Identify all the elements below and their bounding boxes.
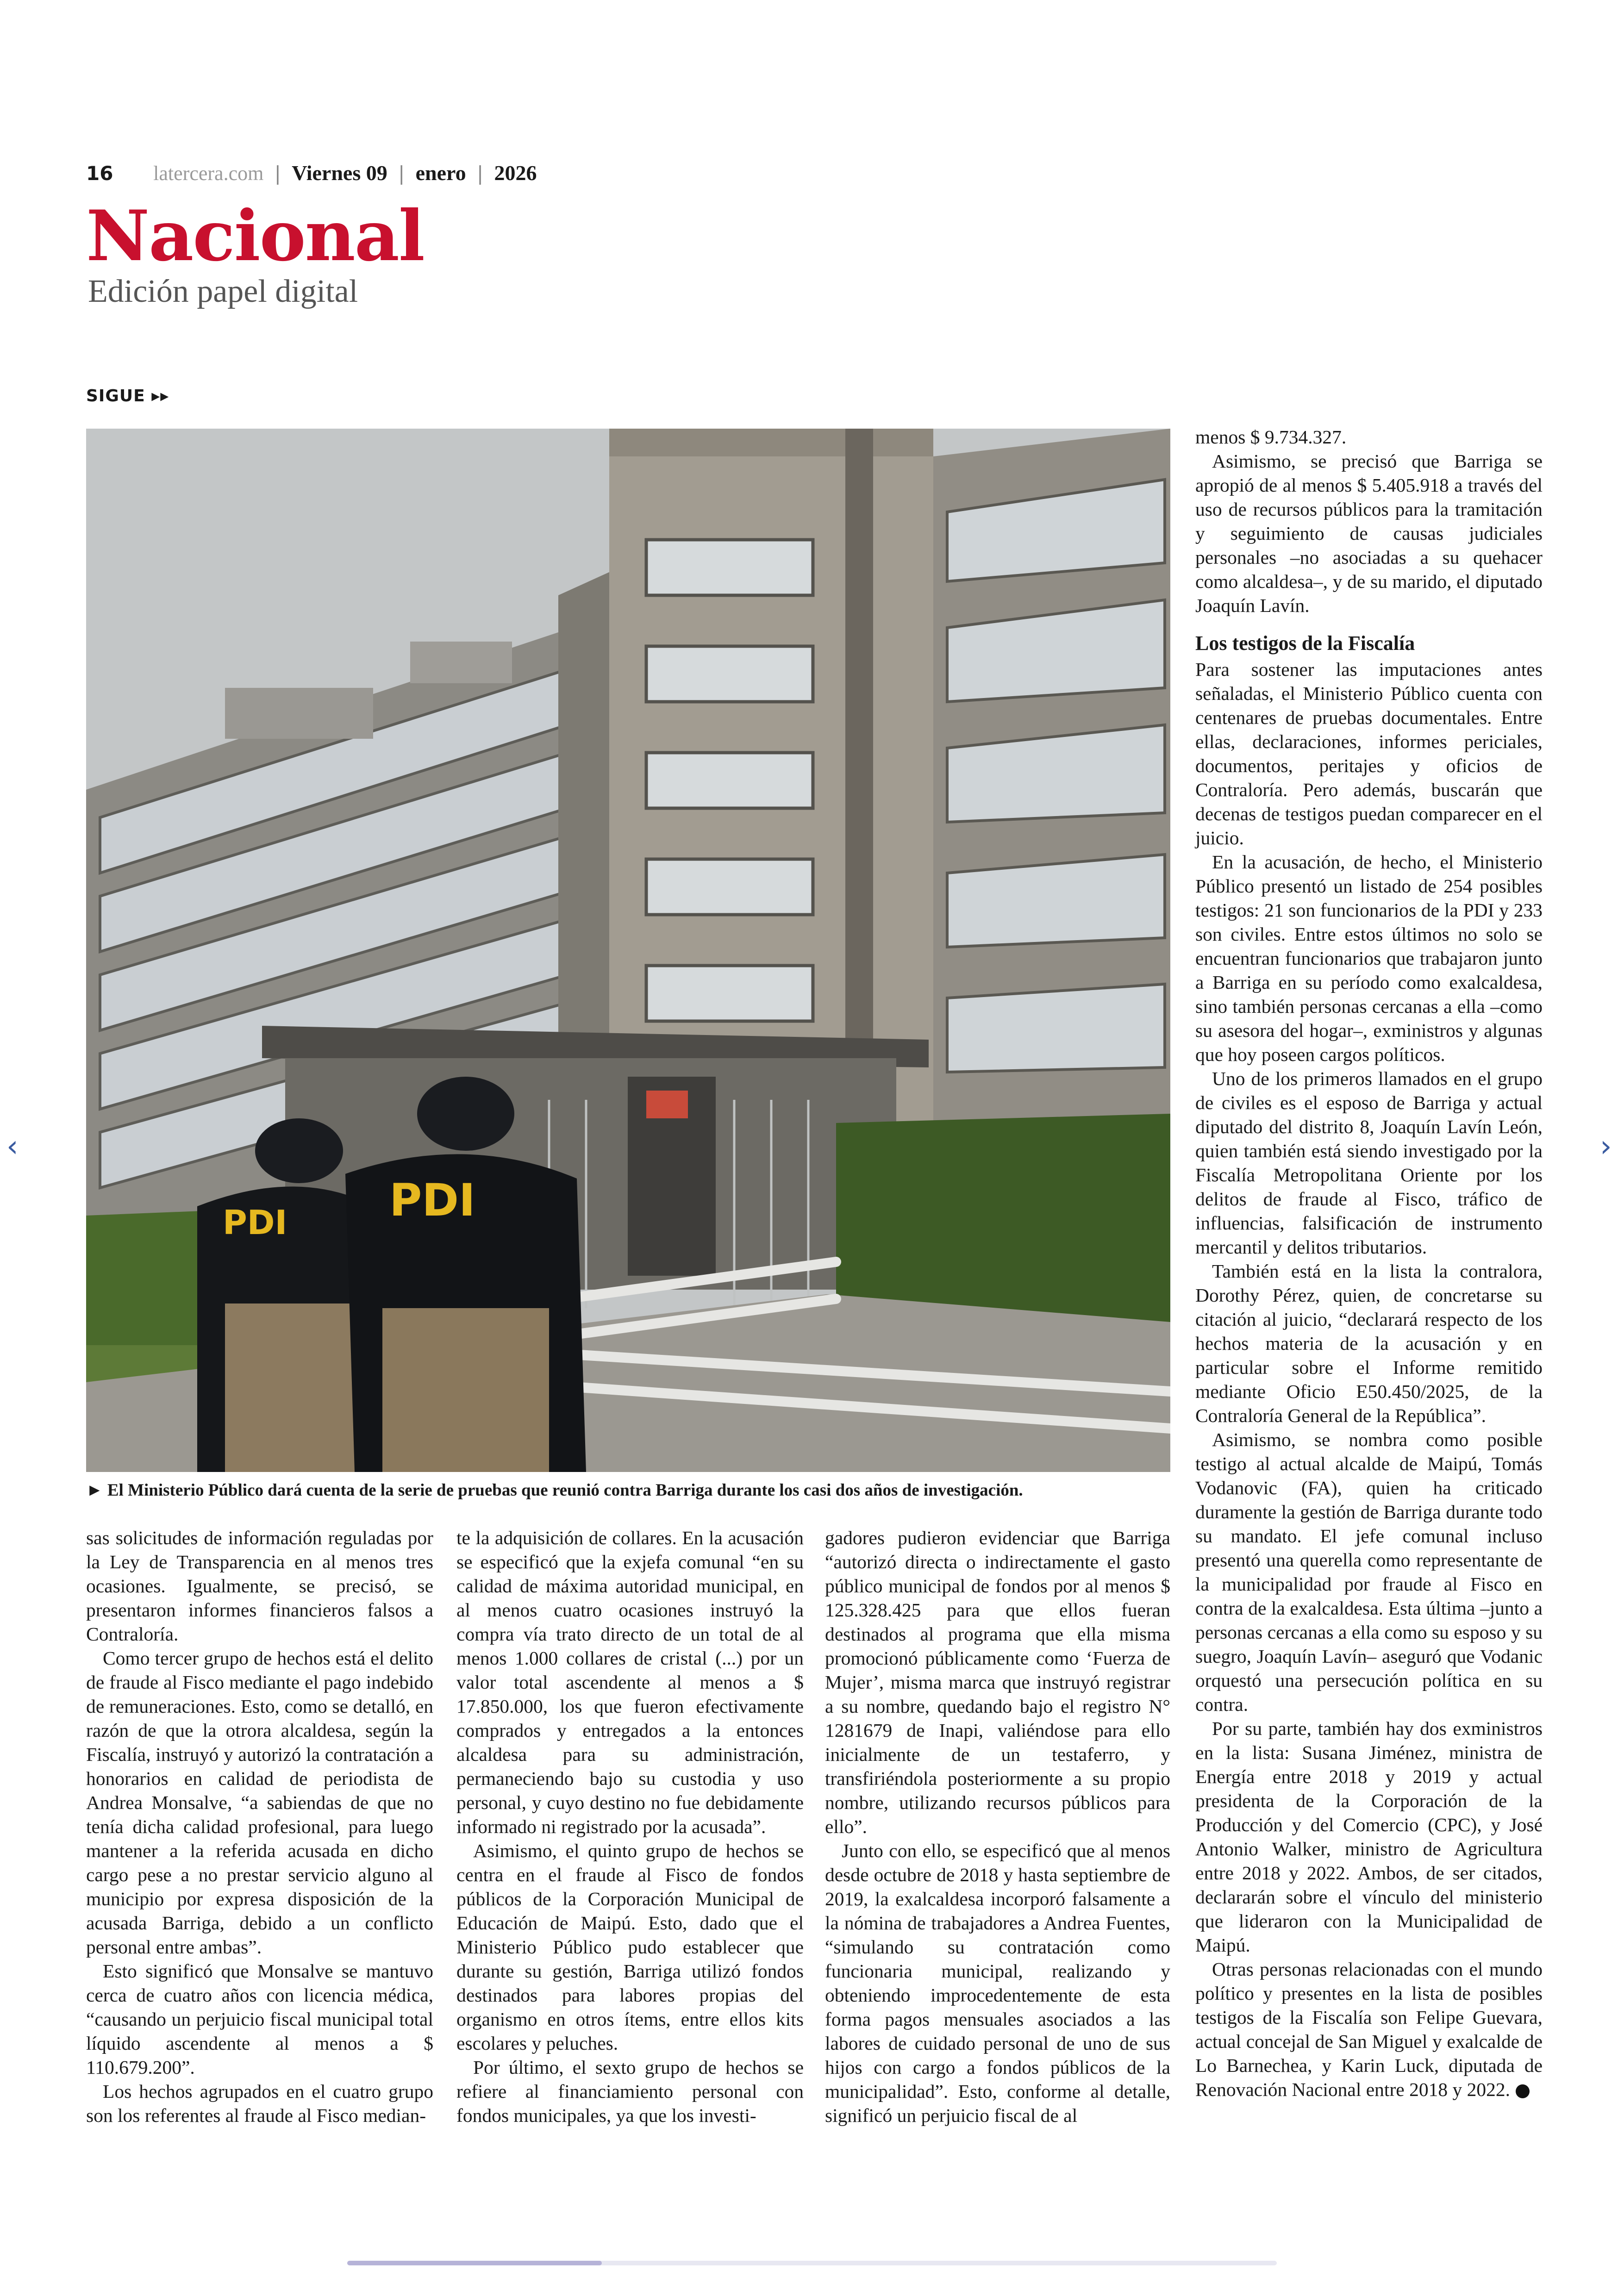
- site-name: latercera.com: [153, 162, 264, 185]
- next-page-button[interactable]: [1600, 1129, 1612, 1164]
- article-column-2: [456, 1526, 804, 2127]
- article-column-3: [825, 1526, 1170, 2127]
- paragraph: Otras personas relacionadas con el mundo político y presentes en la lista de posibles testigos de la Fiscalía son Felipe Guevara, actual concejal de San Miguel y exalcalde de Lo Barnechea, y Karin Luck, diputada de Renovación Nacional entre 2018 y 2022.: [1195, 1958, 1543, 2100]
- end-of-article-icon: [1516, 2084, 1530, 2098]
- paragraph: Junto con ello, se especificó que al menos desde octubre de 2018 y hasta septiembre de 2019, la exalcaldesa incorporó falsamente a la nómina de trabajadores a Andrea Fuentes, “simulando su contratación como funcionaria municipal, realizando y obteniendo improcedentemente de esta forma pagos mensuales asociados a las labores de cuidado personal de uno de sus hijos con cargo a fondos públicos de la municipalidad”. Esto, conforme al detalle, significó un perjuicio fiscal de al: [825, 1840, 1170, 2126]
- folio-separator: |: [476, 162, 484, 185]
- folio-separator: |: [274, 162, 281, 185]
- paragraph: Asimismo, se nombra como posible testigo al actual alcalde de Maipú, Tomás Vodanovic (FA), quien ha criticado duramente la gestión de Barriga durante todo su mandato. El jefe comunal incluso presentó una querella como representante de la municipalidad por fraude al Fisco en contra de la exalcaldesa. Esta última –junto a personas cercanas a ella como su esposo y su suegro, Joaquín Lavín– aseguró que Vodanic orquestó una persecución política en su contra.: [1195, 1429, 1543, 1715]
- edition-label: Edición papel digital: [88, 274, 358, 309]
- paragraph: Los hechos agrupados en el cuatro grupo son los referentes al fraude al Fisco median-: [86, 2081, 433, 2126]
- paragraph: Asimismo, se precisó que Barriga se apropió de al menos $ 5.405.918 a través del uso de recursos públicos para la tramitación y seguimiento de causas judiciales personales –no asociadas a su quehacer como alcaldesa–, y de su marido, el diputado Joaquín Lavín.: [1195, 450, 1543, 616]
- paragraph: Asimismo, el quinto grupo de hechos se centra en el fraude al Fisco de fondos públicos de la Corporación Municipal de Educación de Maipú. Esto, dado que el Ministerio Público pudo establecer que durante su gestión, Barriga utilizó fondos destinados para labores propias del organismo en otros ítems, entre ellos kits escolares y peluches.: [456, 1840, 804, 2054]
- continues-label: SIGUE ▸▸: [86, 387, 169, 405]
- paragraph: Por su parte, también hay dos exministros en la lista: Susana Jiménez, ministra de Energía entre 2018 y 2019 y actual presidenta de la Corporación de la Producción y del Comercio (CPC), y José Antonio Walker, ministro de Agricultura entre 2018 y 2022. Ambos, de ser citados, declararán sobre el vínculo del ministerio que lideraron con la Municipalidad de Maipú.: [1195, 1718, 1543, 1956]
- paragraph: También está en la lista la contralora, Dorothy Pérez, quien, de concretarse su citación al juicio, “declarará respecto de los hechos materia de la acusación y en particular sobre el Informe remitido mediante Oficio E50.450/2025, de la Contraloría General de la República”.: [1195, 1260, 1543, 1426]
- folio-month: enero: [415, 161, 466, 185]
- article-column-right: [1195, 425, 1543, 2102]
- chevron-right-icon: ›: [1600, 1129, 1612, 1164]
- paragraph: menos $ 9.734.327.: [1195, 426, 1347, 448]
- photo-caption: ► El Ministerio Público dará cuenta de la serie de pruebas que reunió contra Barriga durante los casi dos años de investigación.: [86, 1481, 1023, 1500]
- scrollbar-thumb[interactable]: [347, 2261, 602, 2265]
- paragraph: Como tercer grupo de hechos está el delito de fraude al Fisco mediante el pago indebido de remuneraciones. Esto, como se detalló, en razón de que la otrora alcaldesa, según la Fiscalía, instruyó y autorizó la contratación a honorarios en calidad de periodista de Andrea Monsalve, “a sabiendas de que no tenía dicha calidad profesional, para luego mantener a la referida acusada en dicho cargo pese a no prestar servicio alguno al municipio por expresa disposición de la acusada Barriga, debido a un conflicto personal entre ambas”.: [86, 1647, 433, 1958]
- paragraph: Por último, el sexto grupo de hechos se refiere al financiamiento personal con fondos municipales, ya que los investi-: [456, 2057, 804, 2126]
- page-number: 16: [86, 162, 113, 185]
- article-column-1: [86, 1526, 433, 2127]
- paragraph: sas solicitudes de información reguladas por la Ley de Transparencia en al menos tres ocasiones. Igualmente, se precisó, se presentaron informes financieros falsos a Contraloría.: [86, 1527, 433, 1645]
- folio-year: 2026: [494, 161, 537, 185]
- vest-label: PDI: [389, 1174, 475, 1226]
- folio-separator: |: [398, 162, 405, 185]
- article-photo: [86, 429, 1170, 1472]
- page-folio: [86, 159, 537, 187]
- subheading: Los testigos de la Fiscalía: [1195, 632, 1415, 655]
- chevron-left-icon: ‹: [6, 1129, 19, 1164]
- paragraph: te la adquisición de collares. En la acusación se especificó que la exjefa comunal “en su calidad de máxima autoridad municipal, en al menos cuatro ocasiones instruyó la compra vía trato directo de un total de al menos 1.000 collares de cristal (...) por un valor total ascendente al menos a $ 17.850.000, los que fueron efectivamente comprados y entregados a la entonces alcaldesa para su administración, permaneciendo bajo su custodia y uso personal, y cuyo destino no fue debidamente informado ni registrado por la acusada”.: [456, 1527, 804, 1837]
- paragraph: Uno de los primeros llamados en el grupo de civiles es el esposo de Barriga y actual diputado del distrito 8, Joaquín Lavín León, quien también está siendo investigado por la Fiscalía Metropolitana Oriente por los delitos de fraude al Fisco, tráfico de influencias, falsificación de instrumento mercantil y delitos tributarios.: [1195, 1068, 1543, 1258]
- paragraph: En la acusación, de hecho, el Ministerio Público presentó un listado de 254 posibles testigos: 21 son funcionarios de la PDI y 233 son civiles. Entre estos últimos no solo se encuentran funcionarios que trabajaron junto a Barriga en su período como exalcaldesa, sino también personas cercanas a ella –como su asesora del hogar–, exministros y algunas que hoy poseen cargos políticos.: [1195, 851, 1543, 1065]
- paragraph: Esto significó que Monsalve se mantuvo cerca de cuatro años con licencia médica, “causando un perjuicio fiscal municipal total líquido ascendente al menos a $ 110.679.200”.: [86, 1960, 433, 2078]
- section-title: Nacional: [86, 195, 424, 277]
- prev-page-button[interactable]: [6, 1129, 19, 1164]
- paragraph: Para sostener las imputaciones antes señaladas, el Ministerio Público cuenta con centenares de pruebas documentales. Entre ellas, declaraciones, informes periciales, documentos, peritajes y oficios de Contraloría. Pero además, buscarán que decenas de testigos puedan comparecer en el juicio.: [1195, 659, 1543, 848]
- paragraph: gadores pudieron evidenciar que Barriga “autorizó directa o indirectamente el gasto público municipal de fondos por al menos $ 125.328.425 para que ellos fueran destinados al programa que ella misma promocionó públicamente como ‘Fuerza de Mujer’, misma marca que instruyó registrar a su nombre, quedando bajo el registro N° 1281679 de Inapi, valiéndose para ello inicialmente de un testaferro, y transfiriéndola posteriormente a su propio nombre, utilizando recursos públicos para ello”.: [825, 1527, 1170, 1837]
- folio-day: Viernes 09: [292, 161, 387, 185]
- vest-label: PDI: [223, 1203, 287, 1242]
